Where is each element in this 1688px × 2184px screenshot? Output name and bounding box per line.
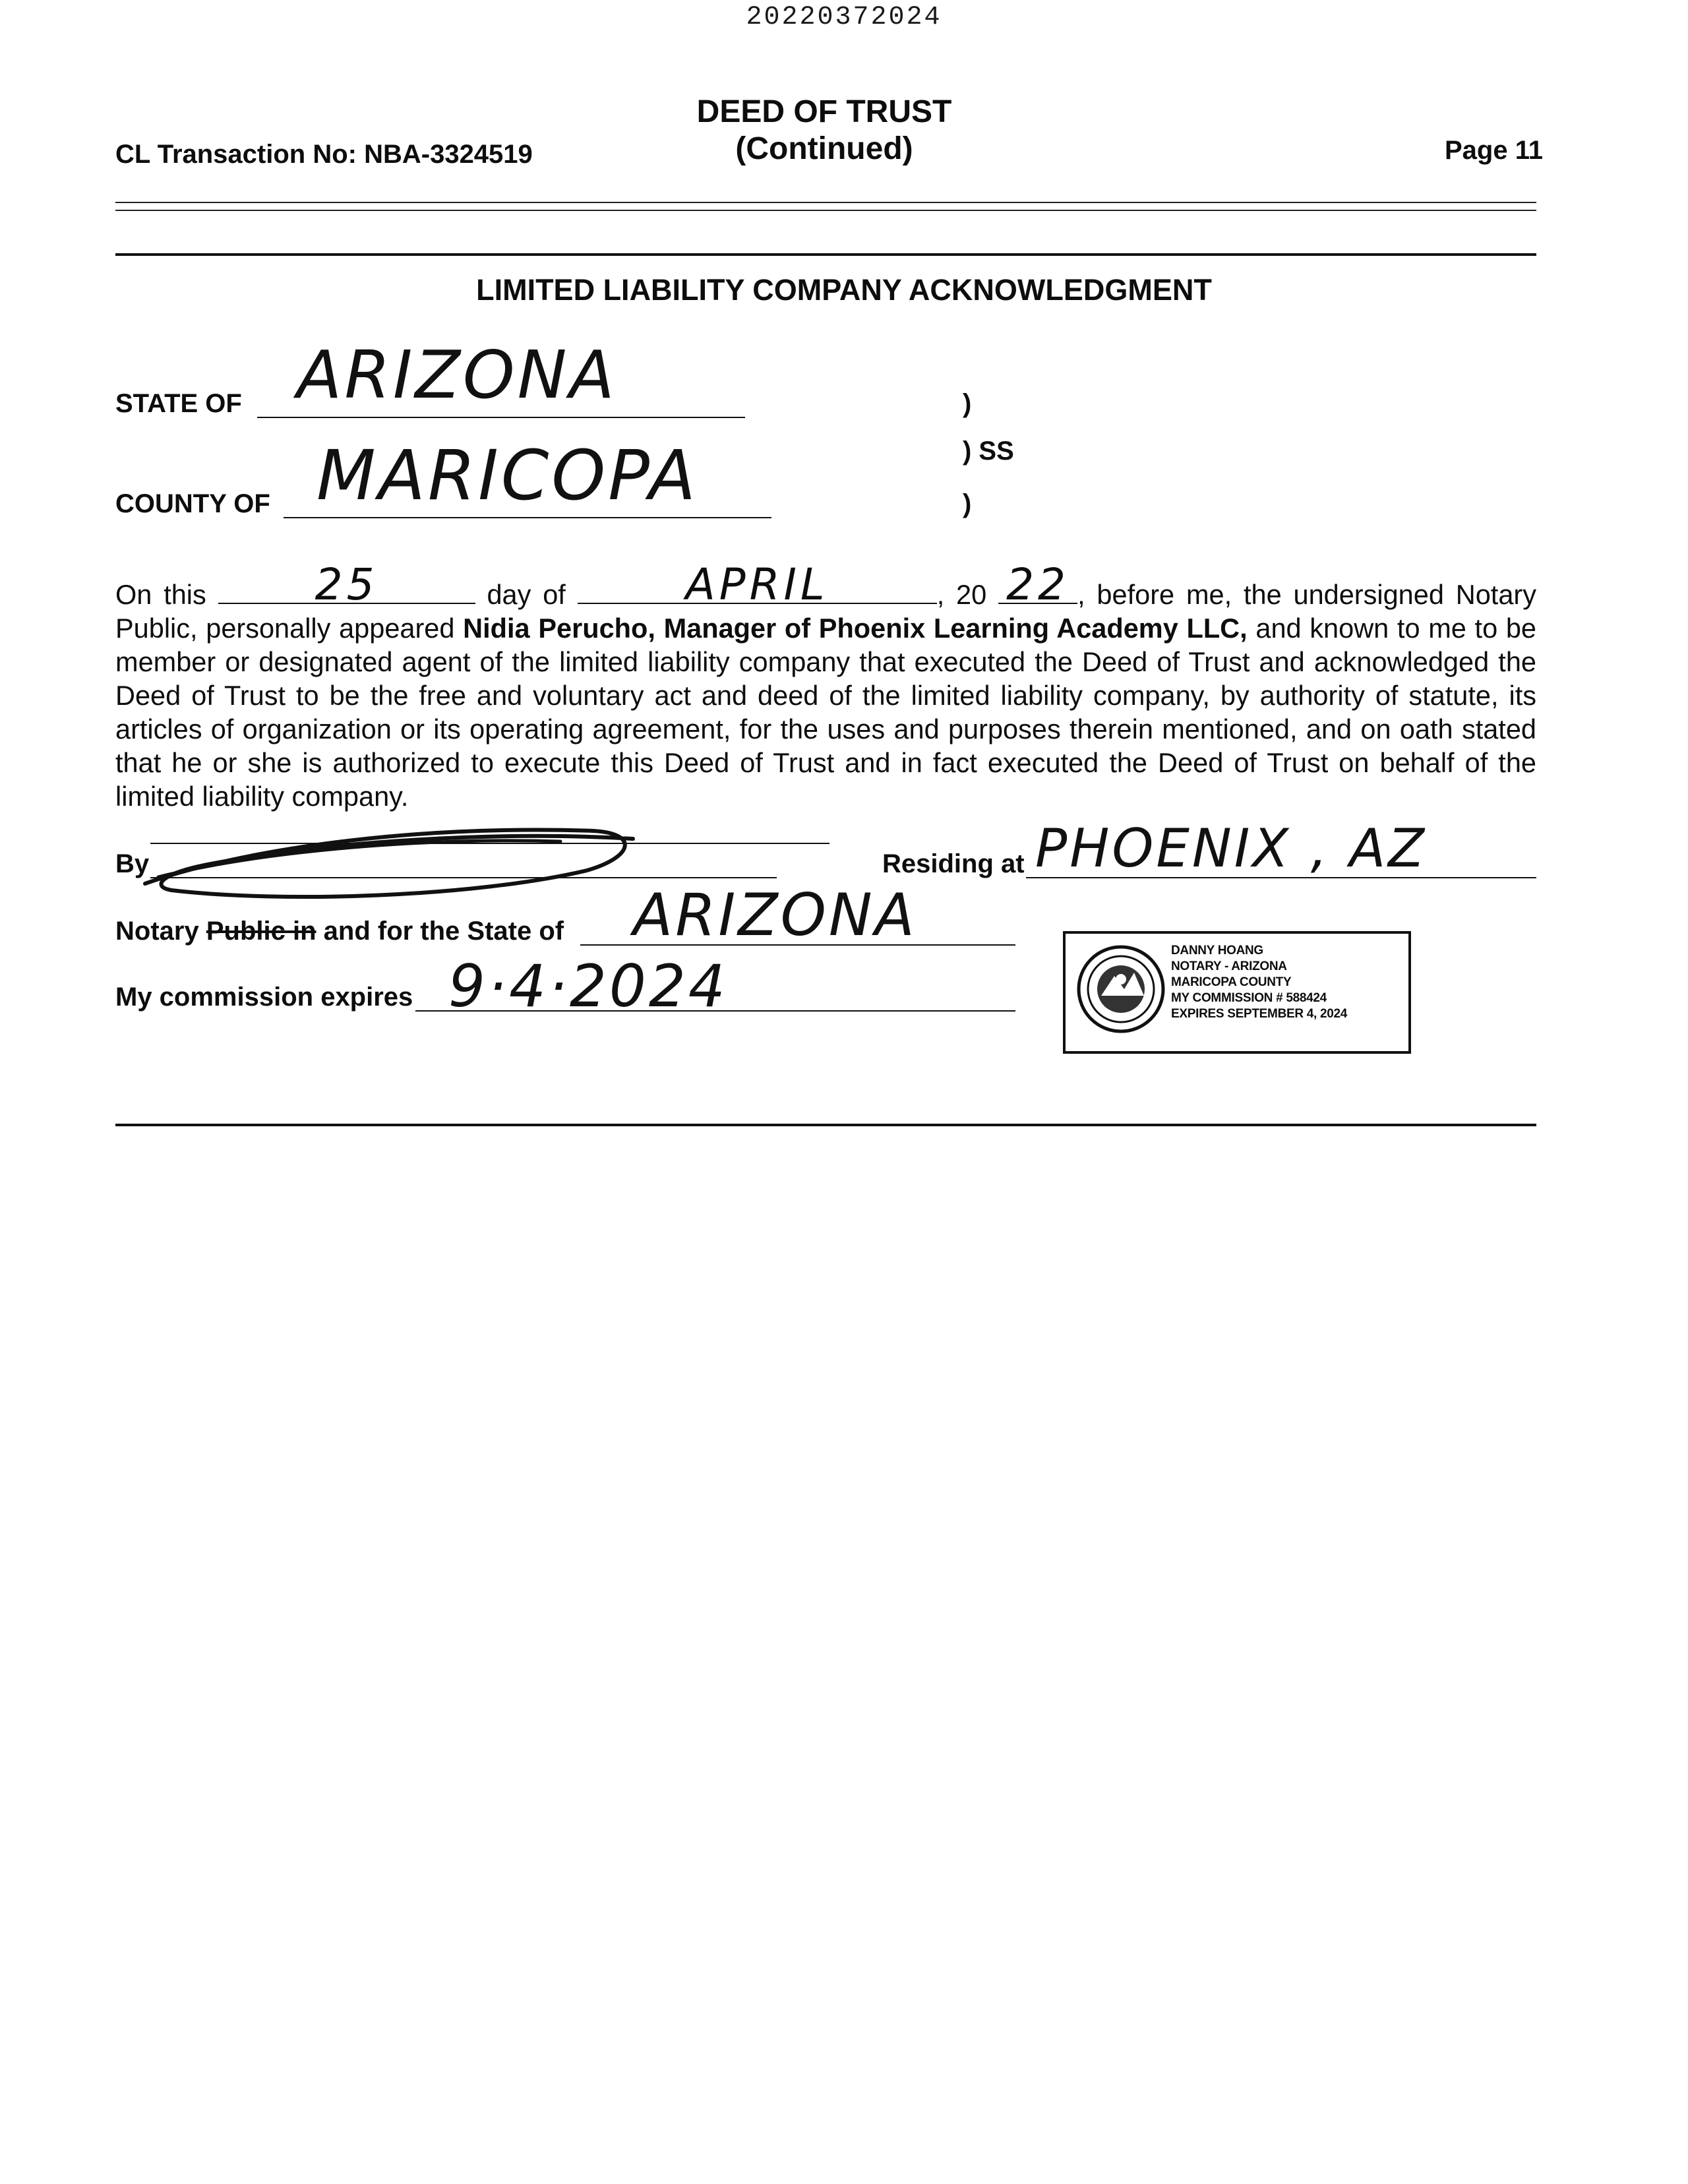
acknowledgment-body [115, 559, 1537, 813]
notary-state-handwritten: ARIZONA [633, 881, 917, 949]
notary-stamp [1063, 931, 1411, 1054]
document-title [646, 94, 1002, 167]
year-handwritten: 22 [1006, 559, 1070, 610]
stamp-expiration: EXPIRES SEPTEMBER 4, 2024 [1171, 1007, 1348, 1021]
stamp-county: MARICOPA COUNTY [1171, 975, 1292, 989]
residing-handwritten: PHOENIX , AZ [1035, 818, 1427, 879]
by-label: By [115, 849, 150, 878]
stamp-title: NOTARY - ARIZONA [1171, 959, 1287, 973]
section-title: LIMITED LIABILITY COMPANY ACKNOWLEDGMENT [476, 273, 1212, 307]
recording-number: 20220372024 [746, 3, 942, 32]
day-blank [218, 559, 475, 610]
notary-label-start: Notary [115, 917, 199, 946]
state-label: STATE OF [115, 389, 242, 418]
bracket-3: ) [963, 489, 972, 518]
section-divider [115, 253, 1536, 256]
stamp-text [1171, 943, 1347, 1022]
year-blank [998, 559, 1077, 610]
state-line [257, 417, 745, 418]
month-handwritten: APRIL [685, 559, 829, 610]
state-handwritten: ARIZONA [297, 336, 617, 413]
header-divider-top [115, 202, 1536, 203]
commission-label: My commission expires [115, 983, 413, 1012]
page-number: Page 11 [1444, 136, 1543, 165]
day-handwritten: 25 [315, 559, 378, 610]
bottom-divider [115, 1124, 1536, 1126]
signer-name: Nidia Perucho, Manager of Phoenix Learning Academy LLC, [463, 613, 1248, 644]
title-line1: DEED OF TRUST [696, 94, 952, 129]
on-this-text: On this [115, 579, 206, 610]
county-handwritten: MARICOPA [316, 435, 698, 516]
body-text-1: , before me, the undersigned Notary Public, personally appeared [115, 579, 1536, 644]
month-blank [578, 559, 937, 610]
notary-label [115, 917, 564, 946]
notary-struck-text: Public in [206, 917, 316, 946]
transaction-number: CL Transaction No: NBA-3324519 [115, 140, 533, 169]
residing-label: Residing at [882, 849, 1025, 878]
notary-label-rest: and for the State of [323, 917, 564, 946]
notary-signature [132, 811, 659, 903]
stamp-commission: MY COMMISSION # 588424 [1171, 991, 1327, 1005]
header-divider-bottom [115, 210, 1536, 211]
ss-label: ) SS [963, 437, 1014, 466]
county-label: COUNTY OF [115, 489, 270, 518]
bracket-1: ) [963, 389, 972, 418]
title-line2: (Continued) [735, 131, 913, 166]
year-prefix: , 20 [936, 579, 987, 610]
state-seal-icon [1075, 943, 1167, 1035]
day-of-text: day of [487, 579, 566, 610]
stamp-name: DANNY HOANG [1171, 944, 1263, 957]
body-text-2: and known to me to be member or designated agent of the limited liability company that executed the Deed of Trust and acknowledged the Deed of Trust to be the free and voluntary act and deed of the limited liability company, by authority of statute, its articles of organization or its operating agreement, for the uses and purposes therein mentioned, and on oath stated that he or she is authorized to execute this Deed of Trust and in fact executed the Deed of Trust on behalf of the limited liability company. [115, 613, 1537, 812]
commission-handwritten: 9·4·2024 [448, 952, 728, 1020]
county-line [284, 517, 771, 518]
